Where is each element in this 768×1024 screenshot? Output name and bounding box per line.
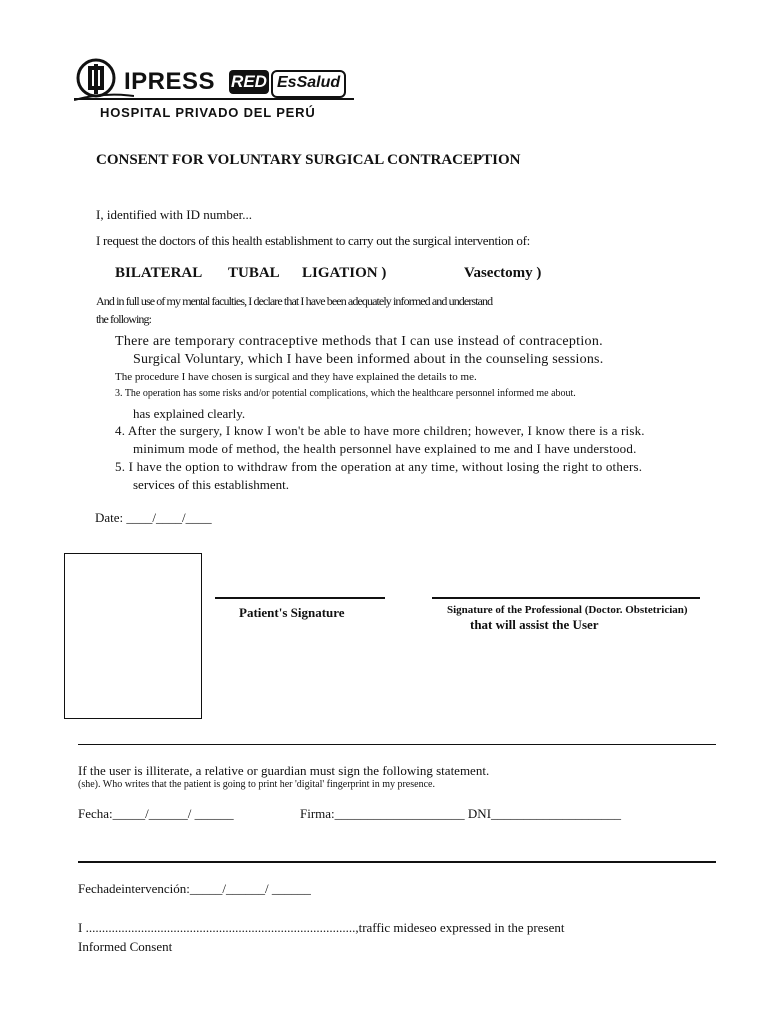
declaration-line-1: And in full use of my mental faculties, I declare that I have been adequately informed and understand <box>96 294 493 308</box>
id-line: I, identified with ID number... <box>96 207 252 222</box>
intervention-date-field: Fechadeintervención:_____/______/ ______ <box>78 881 311 896</box>
option-ligation: LIGATION ) <box>302 265 387 281</box>
item-line-1: There are temporary contraceptive methods that I can use instead of contraception. <box>115 334 603 349</box>
logo-ipress-text: IPRESS <box>124 68 216 95</box>
patient-signature-label: Patient's Signature <box>239 605 345 620</box>
logo-red-badge: RED <box>229 70 269 94</box>
item-line-8: 5. I have the option to withdraw from the operation at any time, without losing the right to others. <box>115 459 643 474</box>
item-line-9: services of this establishment. <box>133 477 289 492</box>
declaration-line-2: the following: <box>96 312 152 326</box>
illiterate-line-2: (she). Who writes that the patient is going to print her 'digital' fingerprint in my presence. <box>78 779 435 790</box>
logo-essalud-badge: EsSalud <box>271 70 346 98</box>
section-divider <box>78 744 716 745</box>
professional-signature-label-2: that will assist the User <box>470 617 599 632</box>
section-divider-2 <box>78 861 716 863</box>
consent-statement: I ...................................................................................,traffic mideseo expressed in the present <box>78 920 565 935</box>
illiterate-line-1: If the user is illiterate, a relative or guardian must sign the following statement. <box>78 763 490 778</box>
guardian-date-field: Fecha:_____/______/ ______ <box>78 806 234 821</box>
patient-signature-line <box>215 597 385 599</box>
item-line-5: has explained clearly. <box>133 406 246 421</box>
guardian-signature-dni-field: Firma:____________________ DNI____________________ <box>300 806 622 821</box>
informed-consent-label: Informed Consent <box>78 939 173 954</box>
option-tubal: TUBAL <box>228 265 280 281</box>
hospital-name: HOSPITAL PRIVADO DEL PERÚ <box>100 105 316 120</box>
option-vasectomy: Vasectomy ) <box>464 265 542 281</box>
logo-underline <box>74 98 354 100</box>
item-line-6: 4. After the surgery, I know I won't be able to have more children; however, I know there is a risk. <box>115 423 645 438</box>
item-line-3: The procedure I have chosen is surgical and they have explained the details to me. <box>115 371 477 383</box>
option-bilateral: BILATERAL <box>115 265 203 281</box>
professional-signature-line <box>432 597 700 599</box>
item-line-2: Surgical Voluntary, which I have been informed about in the counseling sessions. <box>133 352 604 367</box>
fingerprint-box <box>64 553 202 719</box>
item-line-4: 3. The operation has some risks and/or potential complications, which the healthcare personnel informed me about. <box>115 388 576 399</box>
professional-signature-label-1: Signature of the Professional (Doctor. Obstetrician) <box>447 604 688 616</box>
request-line: I request the doctors of this health establishment to carry out the surgical intervention of: <box>96 233 530 248</box>
page-title: CONSENT FOR VOLUNTARY SURGICAL CONTRACEPTION <box>96 152 521 168</box>
date-line: Date: ____/____/____ <box>95 510 212 525</box>
item-line-7: minimum mode of method, the health personnel have explained to me and I have understood. <box>133 441 637 456</box>
